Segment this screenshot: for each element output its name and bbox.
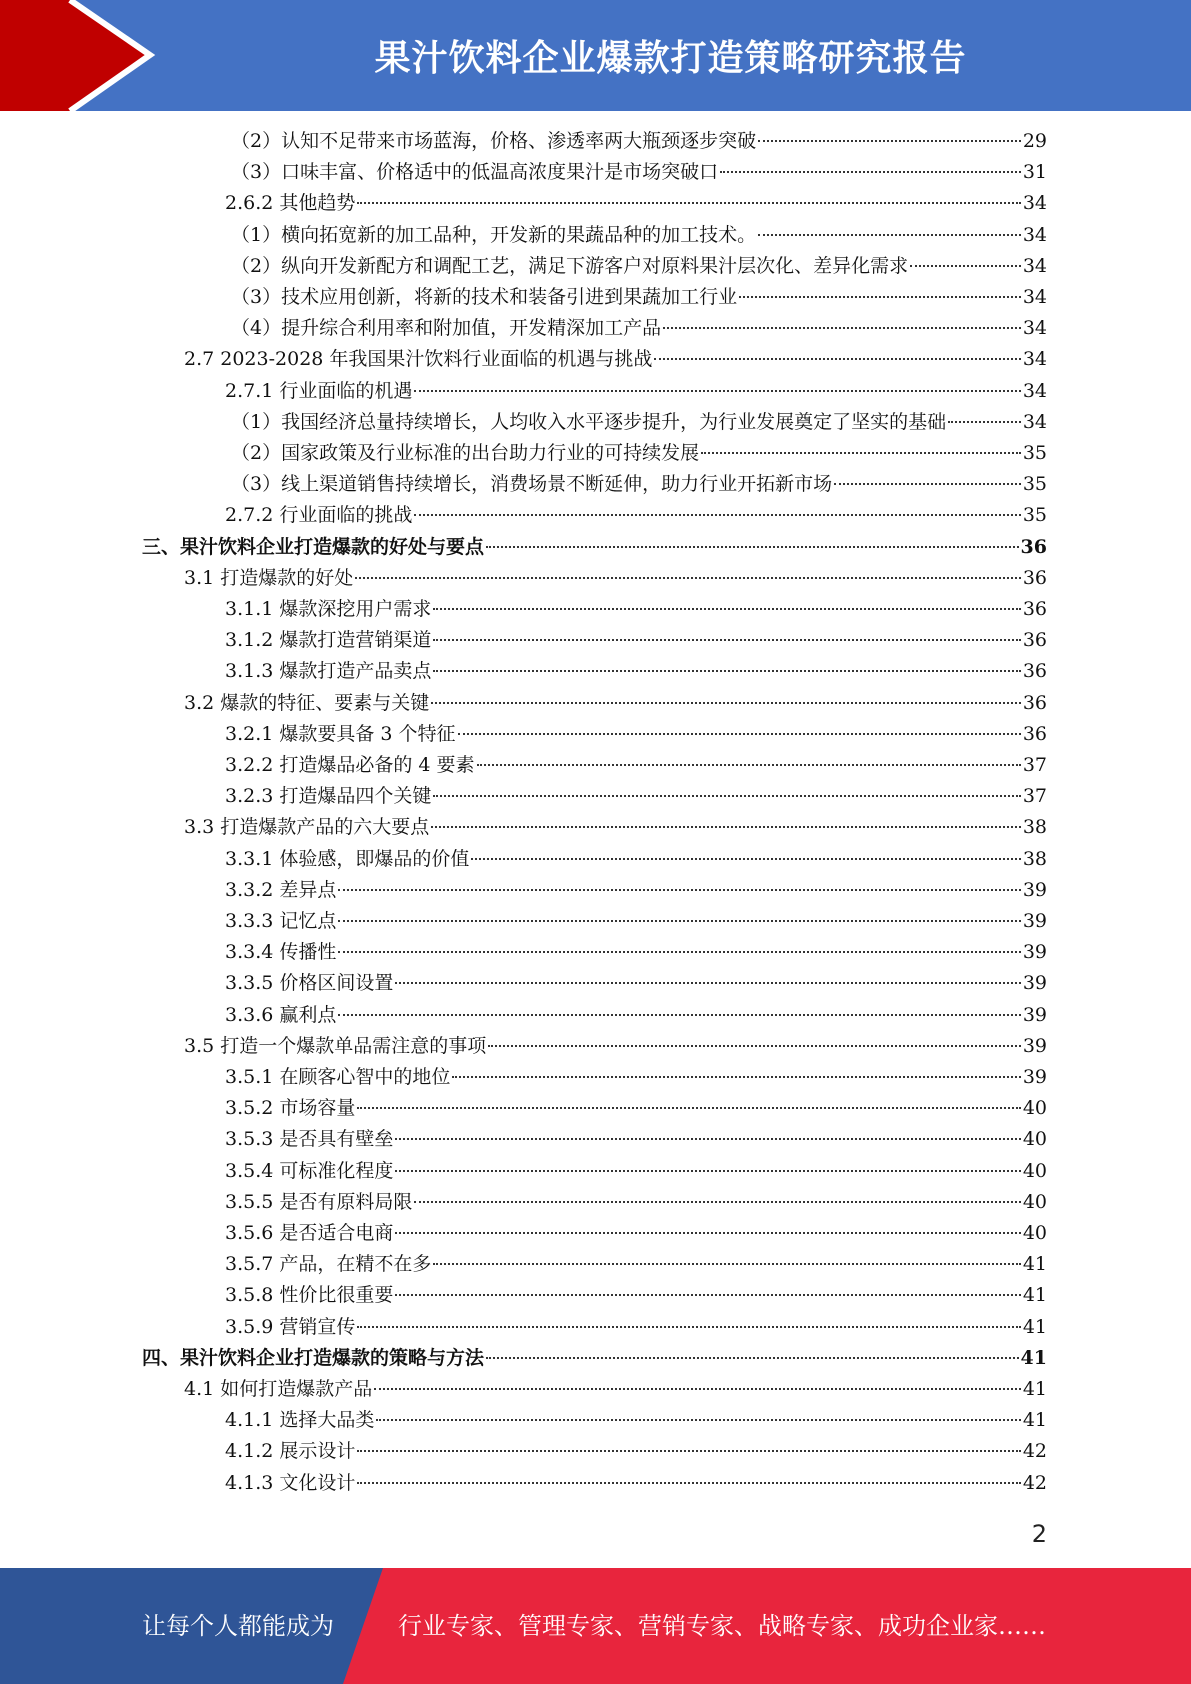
toc-dot-leader [654,358,1020,360]
toc-dot-leader [910,265,1021,267]
toc-entry-title: （4）提升综合利用率和附加值，开发精深加工产品 [231,317,662,340]
toc-entry-title: （2）国家政策及行业标准的出台助力行业的可持续发展 [231,442,700,464]
toc-entry-page: 34 [1022,192,1047,215]
toc-entry-title: 3.3.5 价格区间设置 [225,972,394,995]
toc-entry-title: 3.2.1 爆款要具备 3 个特征 [225,722,456,745]
toc-entry[interactable] [225,500,1047,531]
toc-entry[interactable] [142,532,1047,563]
page-header [0,0,1191,111]
toc-entry[interactable] [184,1374,1047,1405]
toc-entry-page: 39 [1022,941,1047,964]
toc-dot-leader [414,514,1020,516]
toc-entry-page: 41 [1022,1315,1047,1338]
toc-dot-leader [414,390,1020,392]
toc-entry[interactable] [231,220,1047,251]
toc-dot-leader [663,327,1021,329]
footer-slogan-right: 行业专家、管理专家、营销专家、战略专家、成功企业家…… [398,1612,1046,1640]
toc-entry-page: 34 [1022,286,1047,308]
toc-entry-title: 4.1.3 文化设计 [225,1471,356,1494]
toc-entry-page: 42 [1022,1440,1047,1463]
toc-entry[interactable] [225,1312,1047,1343]
toc-entry-title: 2.6.2 其他趋势 [225,192,356,215]
toc-entry-page: 36 [1022,660,1047,683]
toc-dot-leader [758,234,1021,236]
toc-entry-page: 34 [1022,379,1047,402]
toc-entry[interactable] [225,937,1047,968]
toc-entry-title: 3.3 打造爆款产品的六大要点 [184,816,430,839]
toc-dot-leader [338,1014,1020,1016]
toc-entry[interactable] [231,313,1047,344]
toc-entry-title: 三、果汁饮料企业打造爆款的好处与要点 [142,535,485,558]
toc-dot-leader [357,202,1020,204]
toc-entry[interactable] [231,251,1047,282]
toc-dot-leader [338,951,1020,953]
toc-entry-title: 3.5.2 市场容量 [225,1097,356,1120]
toc-entry-page: 36 [1022,722,1047,745]
toc-dot-leader [376,1419,1020,1421]
toc-entry[interactable] [225,1124,1047,1155]
toc-entry[interactable] [225,1405,1047,1436]
toc-dot-leader [433,670,1020,672]
toc-dot-leader [395,1138,1020,1140]
toc-dot-leader [477,764,1021,766]
toc-entry-title: （3）技术应用创新，将新的技术和装备引进到果蔬加工行业 [231,286,738,308]
toc-dot-leader [357,1326,1020,1328]
toc-entry-page: 34 [1022,410,1047,433]
toc-entry-page: 39 [1022,878,1047,901]
toc-dot-leader [431,826,1021,828]
toc-entry-page: 38 [1022,847,1047,870]
toc-entry-page: 39 [1022,1034,1047,1057]
toc-entry[interactable] [184,344,1047,375]
toc-entry-page: 37 [1022,785,1047,808]
toc-dot-leader [414,1201,1020,1203]
toc-entry-title: （1）横向拓宽新的加工品种，开发新的果蔬品种的加工技术。 [231,223,757,246]
toc-entry-title: 2.7.2 行业面临的挑战 [225,504,413,527]
toc-entry[interactable] [225,1468,1047,1499]
toc-entry[interactable] [225,656,1047,687]
toc-entry[interactable] [225,844,1047,875]
toc-dot-leader [452,1076,1020,1078]
toc-entry[interactable] [225,376,1047,407]
toc-dot-leader [395,1294,1020,1296]
toc-entry-title: （2）认知不足带来市场蓝海，价格、渗透率两大瓶颈逐步突破 [231,130,757,152]
toc-entry[interactable] [231,407,1047,438]
toc-entry[interactable] [225,625,1047,656]
toc-entry-page: 35 [1022,504,1047,527]
toc-entry-page: 41 [1022,1378,1047,1400]
toc-dot-leader [431,702,1021,704]
toc-entry[interactable] [184,812,1047,843]
toc-dot-leader [355,577,1021,579]
toc-entry[interactable] [225,750,1047,781]
toc-dot-leader [395,982,1020,984]
toc-entry-page: 40 [1022,1097,1047,1120]
toc-entry-page: 39 [1022,1066,1047,1088]
toc-dot-leader [488,1045,1021,1047]
toc-entry-title: 3.2.2 打造爆品必备的 4 要素 [225,754,475,776]
toc-entry[interactable] [231,157,1047,188]
toc-entry-page: 36 [1022,598,1047,620]
toc-entry-title: 3.1.2 爆款打造营销渠道 [225,629,432,652]
toc-entry[interactable] [225,1187,1047,1218]
toc-dot-leader [458,733,1021,735]
toc-entry[interactable] [231,438,1047,469]
toc-entry-page: 36 [1022,691,1047,714]
toc-dot-leader [395,1232,1020,1234]
toc-dot-leader [433,1263,1020,1265]
toc-entry[interactable] [231,282,1047,313]
toc-entry[interactable] [225,1000,1047,1031]
toc-dot-leader [357,1450,1020,1452]
toc-entry-page: 37 [1022,754,1047,776]
toc-entry-title: 3.1.1 爆款深挖用户需求 [225,598,432,620]
page-number: 2 [1031,1520,1047,1548]
toc-entry-title: 四、果汁饮料企业打造爆款的策略与方法 [142,1346,485,1369]
toc-entry-page: 41 [1022,1253,1047,1276]
toc-entry-title: 3.3.6 赢利点 [225,1003,337,1026]
toc-entry-title: 3.5.1 在顾客心智中的地位 [225,1066,451,1088]
toc-entry[interactable] [225,968,1047,999]
toc-entry[interactable] [225,906,1047,937]
toc-dot-leader [433,795,1020,797]
toc-entry-title: 2.7 2023-2028 年我国果汁饮料行业面临的机遇与挑战 [184,348,653,371]
toc-entry[interactable] [225,1249,1047,1280]
toc-dot-leader [701,452,1021,454]
toc-entry-page: 39 [1022,910,1047,932]
toc-entry-page: 40 [1022,1222,1047,1244]
page-footer [0,1568,1191,1684]
toc-entry-title: 3.1.3 爆款打造产品卖点 [225,660,432,683]
footer-slogan-left: 让每个人都能成为 [142,1612,334,1640]
toc-entry-title: 3.2 爆款的特征、要素与关键 [184,691,430,714]
toc-entry-page: 42 [1022,1471,1047,1494]
toc-dot-leader [433,639,1020,641]
toc-entry-page: 34 [1022,348,1047,371]
toc-dot-leader [471,858,1020,860]
toc-entry[interactable] [225,719,1047,750]
toc-entry-title: 4.1.2 展示设计 [225,1440,356,1463]
toc-entry-title: 4.1 如何打造爆款产品 [184,1378,373,1400]
toc-entry-page: 36 [1020,535,1047,558]
toc-dot-leader [948,421,1021,423]
toc-entry-title: 3.3.1 体验感，即爆品的价值 [225,847,470,870]
toc-entry[interactable] [184,563,1047,594]
toc-entry-title: 3.5 打造一个爆款单品需注意的事项 [184,1034,487,1057]
toc-entry[interactable] [225,1093,1047,1124]
toc-dot-leader [433,608,1020,610]
toc-entry-title: （3）口味丰富、价格适中的低温高浓度果汁是市场突破口 [231,161,719,184]
toc-entry-title: 3.3.3 记忆点 [225,910,337,932]
toc-dot-leader [338,889,1020,891]
toc-entry-title: 3.5.9 营销宣传 [225,1315,356,1338]
toc-entry[interactable] [184,688,1047,719]
toc-dot-leader [338,920,1020,922]
toc-entry[interactable] [225,1156,1047,1187]
toc-entry-title: 3.5.3 是否具有壁垒 [225,1128,394,1151]
toc-entry-page: 29 [1022,130,1047,152]
toc-entry[interactable] [225,188,1047,219]
toc-dot-leader [739,296,1021,298]
toc-entry-page: 35 [1022,473,1047,496]
toc-entry[interactable] [225,1062,1047,1093]
toc-entry[interactable] [225,1280,1047,1311]
toc-dot-leader [834,483,1021,485]
toc-entry[interactable] [142,1343,1047,1374]
toc-entry-page: 39 [1022,972,1047,995]
toc-entry-title: 3.1 打造爆款的好处 [184,566,354,589]
toc-entry-title: 3.5.8 性价比很重要 [225,1284,394,1307]
toc-entry-title: （3）线上渠道销售持续增长，消费场景不断延伸，助力行业开拓新市场 [231,473,833,496]
toc-entry-title: 3.5.6 是否适合电商 [225,1222,394,1244]
toc-entry-title: 3.3.2 差异点 [225,878,337,901]
toc-entry[interactable] [184,1031,1047,1062]
toc-dot-leader [486,1357,1019,1359]
toc-dot-leader [374,1388,1021,1390]
toc-entry-title: 4.1.1 选择大品类 [225,1409,375,1432]
toc-dot-leader [720,171,1021,173]
toc-entry-title: （2）纵向开发新配方和调配工艺，满足下游客户对原料果汁层次化、差异化需求 [231,254,909,277]
toc-entry-title: （1）我国经济总量持续增长，人均收入水平逐步提升，为行业发展奠定了坚实的基础 [231,410,947,433]
toc-entry[interactable] [231,469,1047,500]
toc-entry[interactable] [231,126,1047,157]
report-title: 果汁饮料企业爆款打造策略研究报告 [374,38,967,79]
toc-entry-page: 40 [1022,1128,1047,1151]
toc-entry-page: 31 [1022,161,1047,184]
toc-dot-leader [758,140,1021,142]
toc-entry-title: 3.2.3 打造爆品四个关键 [225,785,432,808]
toc-dot-leader [486,546,1019,548]
toc-entry[interactable] [225,781,1047,812]
toc-entry-title: 3.5.5 是否有原料局限 [225,1190,413,1213]
toc-entry-title: 2.7.1 行业面临的机遇 [225,379,413,402]
toc-entry-page: 36 [1022,566,1047,589]
toc-entry-page: 39 [1022,1003,1047,1026]
toc-dot-leader [357,1482,1020,1484]
toc-entry-page: 34 [1022,223,1047,246]
toc-entry-page: 40 [1022,1190,1047,1213]
toc-entry[interactable] [225,594,1047,625]
toc-entry-title: 3.5.4 可标准化程度 [225,1159,394,1182]
toc-dot-leader [395,1170,1020,1172]
toc-entry-page: 41 [1020,1346,1047,1369]
toc-entry[interactable] [225,1218,1047,1249]
toc-dot-leader [357,1107,1020,1109]
toc-entry-page: 34 [1022,317,1047,340]
toc-entry-page: 36 [1022,629,1047,652]
toc-entry-title: 3.5.7 产品，在精不在多 [225,1253,432,1276]
toc-entry[interactable] [225,875,1047,906]
toc-entry-page: 35 [1022,442,1047,464]
toc-entry-page: 41 [1022,1284,1047,1307]
toc-entry-page: 38 [1022,816,1047,839]
toc-entry[interactable] [225,1436,1047,1467]
toc-entry-page: 34 [1022,254,1047,277]
toc-entry-page: 41 [1022,1409,1047,1432]
toc-entry-title: 3.3.4 传播性 [225,941,337,964]
toc-entry-page: 40 [1022,1159,1047,1182]
